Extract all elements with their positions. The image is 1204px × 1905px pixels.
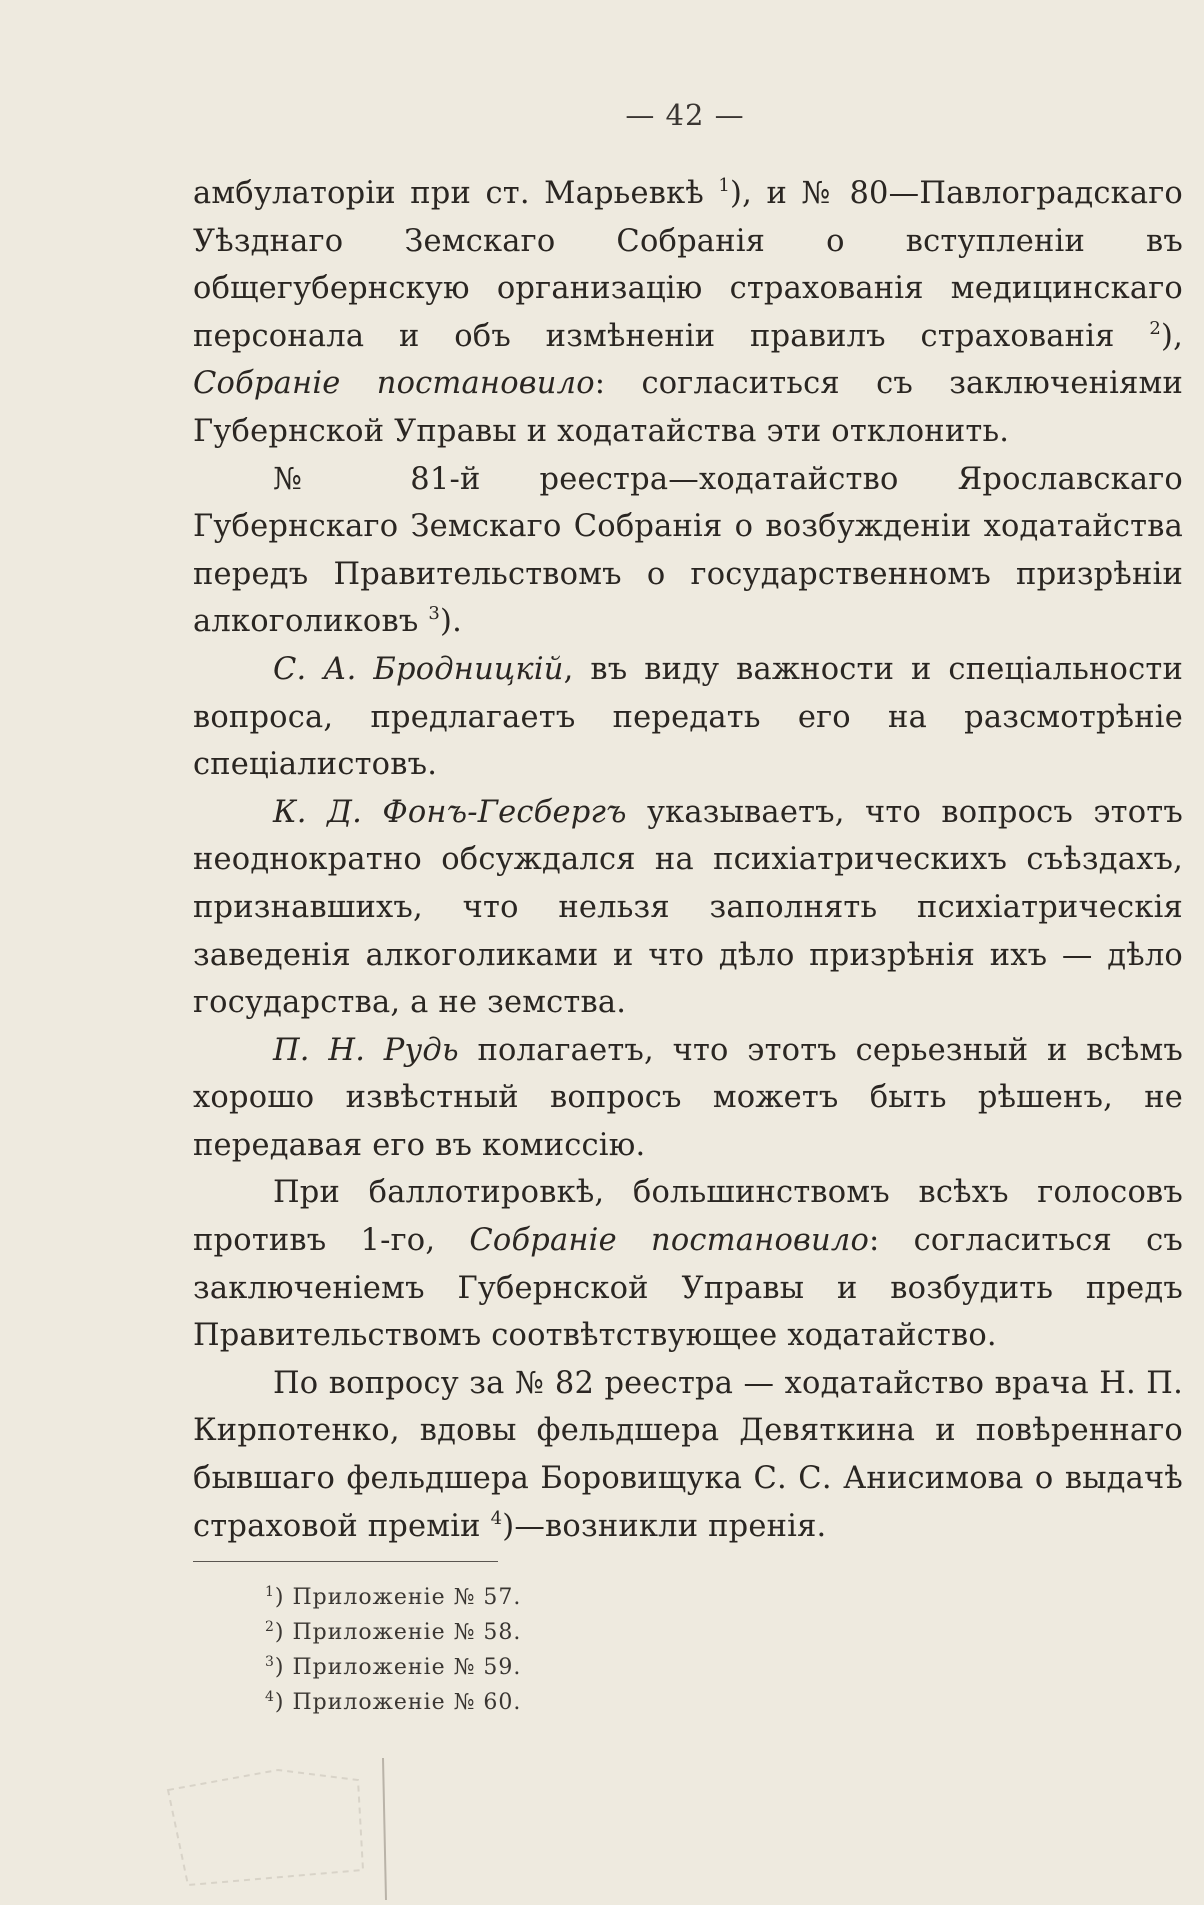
paragraph xyxy=(193,1169,1183,1359)
footnote-text: ) Приложеніе № 57. xyxy=(274,1585,522,1610)
footnote-text: ) Приложеніе № 58. xyxy=(274,1620,522,1645)
footnote-marker: 1 xyxy=(265,1584,275,1600)
footnote-marker: 3 xyxy=(265,1654,275,1670)
text-run: При баллотировкѣ, большинствомъ всѣхъ голосовъ противъ 1-го, xyxy=(193,1175,1183,1259)
text-run: ), xyxy=(1161,318,1183,354)
italic-name: Собраніе постановило xyxy=(193,366,595,402)
footnote-ref: 1 xyxy=(718,175,731,196)
text-run: ), и № 80—Павлоградскаго Уѣзднаго Земскаго Собранія о вступленіи въ общегубернскую организацію страхованія медицинскаго персонала и объ измѣненіи правилъ страхованія xyxy=(193,176,1183,354)
footnote xyxy=(265,1615,521,1650)
text-run: полагаетъ, что этотъ серьезный и всѣмъ хорошо извѣстный вопросъ можетъ быть рѣшенъ, не передавая его въ комиссію. xyxy=(193,1032,1183,1163)
footnote-ref: 2 xyxy=(1149,317,1161,339)
paragraph xyxy=(193,789,1183,1027)
faded-stamp-mark xyxy=(158,1750,388,1900)
paragraph xyxy=(193,646,1183,789)
italic-name: П. Н. Рудь xyxy=(273,1032,459,1068)
footnote-ref: 4 xyxy=(490,1507,503,1529)
footnote xyxy=(265,1650,521,1685)
text-run: : согласиться съ заключеніями Губернской Управы и ходатайства эти отклонить. xyxy=(193,366,1183,449)
italic-name: К. Д. Фонъ-Гесбергъ xyxy=(273,794,627,830)
text-run: )—возникли пренія. xyxy=(502,1508,827,1544)
footnote-divider xyxy=(193,1561,498,1562)
footnote-text: ) Приложеніе № 59. xyxy=(274,1655,522,1680)
main-text xyxy=(193,170,1183,1550)
text-run: указываетъ, что вопросъ этотъ неоднократно обсуждался на психіатрическихъ съѣздахъ, признавшихъ, что нельзя заполнять психіатрическія заведенія алкоголиками и что дѣло призрѣнія ихъ — дѣло государства, а не земства. xyxy=(193,794,1183,1021)
footnote-marker: 2 xyxy=(265,1619,275,1635)
paragraph xyxy=(193,1027,1183,1170)
italic-name: С. А. Бродницкій xyxy=(273,651,564,687)
footnotes xyxy=(265,1580,521,1720)
text-run: № 81-й реестра—ходатайство Ярославскаго Губернскаго Земскаго Собранія о возбужденіи ходатайства передъ Правительствомъ о государственномъ призрѣніи алкоголиковъ xyxy=(193,461,1183,640)
text-run: : согласиться съ заключеніемъ Губернской Управы и возбудить предъ Правительствомъ соотвѣтствующее ходатайство. xyxy=(193,1223,1183,1354)
text-run: амбулаторіи при ст. Марьевкѣ xyxy=(193,176,719,211)
footnote-marker: 4 xyxy=(265,1689,275,1705)
paragraph xyxy=(193,456,1183,646)
footnote xyxy=(265,1580,521,1615)
text-run: , въ виду важности и спеціальности вопроса, предлагаетъ передать его на разсмотрѣніе спеціалистовъ. xyxy=(193,651,1183,783)
footnote-ref: 3 xyxy=(428,603,440,625)
text-run: По вопросу за № 82 реестра — ходатайство врача Н. П. Кирпотенко, вдовы фельдшера Девяткина и повѣреннаго бывшаго фельдшера Боровищука С. С. Анисимова о выдачѣ страховой преміи xyxy=(193,1365,1183,1544)
paragraph xyxy=(193,170,1183,456)
paragraph xyxy=(193,1360,1183,1550)
text-run: ). xyxy=(439,604,462,640)
italic-name: Собраніе постановило xyxy=(469,1223,870,1259)
page-number: — 42 — xyxy=(625,98,745,132)
footnote-text: ) Приложеніе № 60. xyxy=(274,1690,522,1715)
footnote xyxy=(265,1685,521,1720)
